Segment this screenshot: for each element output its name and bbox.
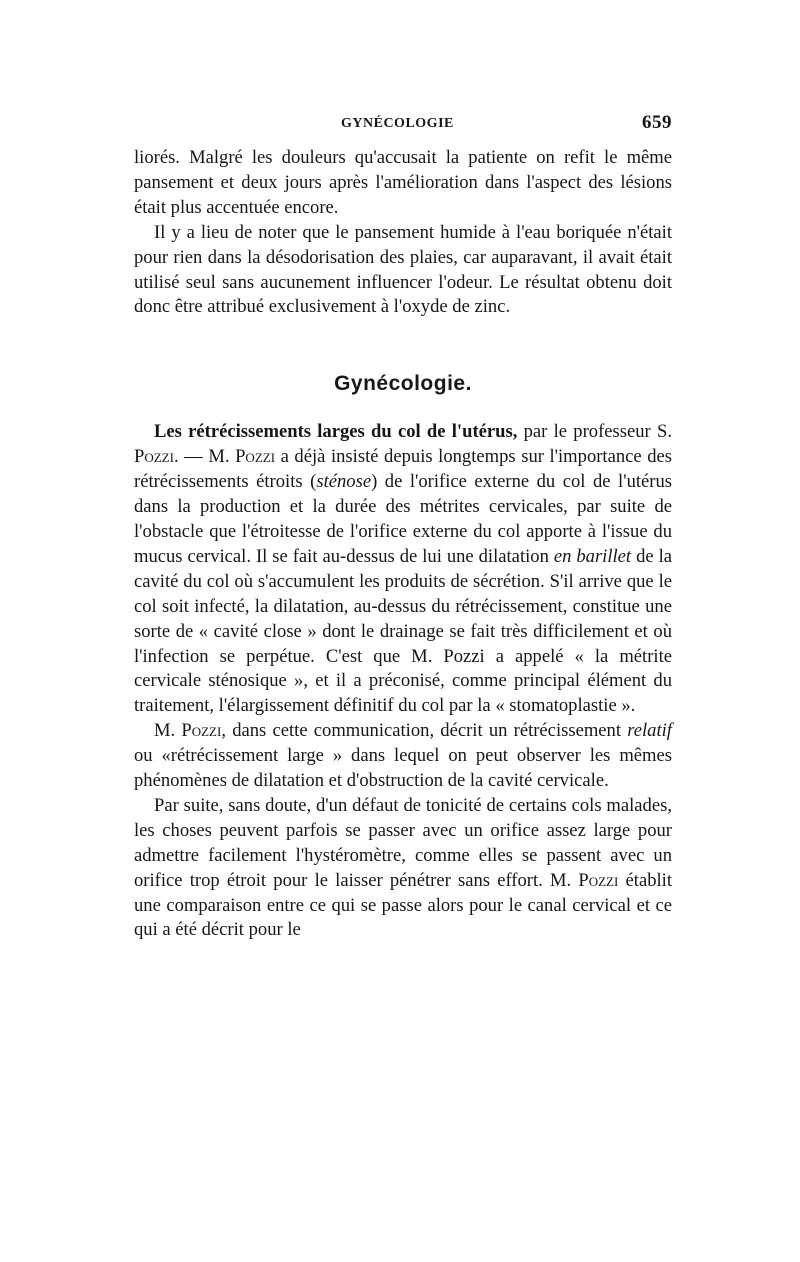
paragraph-continuation: liorés. Malgré les douleurs qu'accusait la patiente on refit le même pansement et deux jours après l'amélioration dans l'aspect des lésions était plus accentuée encore. xyxy=(134,147,672,218)
byline-text: par le professeur xyxy=(517,421,657,443)
article-title: Les rétrécissements larges du col de l'utérus, xyxy=(154,421,518,443)
body-text: de la cavité du col où s'accumulent les produits de sécrétion. S'il arrive que le col soit infecté, la dilatation, au-dessus du rétrécissement, constitue une sorte de « cavité close » dont le drainage se fait très difficilement et où l'infection se perpétue. C'est que M. Pozzi a appelé « la métrite cervicale sténosique », et il a préconisé, comme principal élément du traitement, l'élargissement définitif du col par la « stomatoplastie ». xyxy=(134,545,673,717)
body-text: M. xyxy=(154,720,182,742)
author-reference: Pozzi xyxy=(181,720,222,742)
italic-term: relatif xyxy=(627,720,672,742)
paragraph-pozzi-abstract xyxy=(134,420,672,719)
italic-term: en barillet xyxy=(553,545,632,567)
author-name: S. Pozzi xyxy=(134,421,672,468)
dash-text: . — M. xyxy=(173,446,236,468)
body-text: établit une comparaison entre ce qui se passe alors pour le canal cervical et ce qui a été décrit pour le xyxy=(134,869,672,941)
running-head xyxy=(134,112,672,146)
book-page xyxy=(134,112,672,943)
paragraph-relative-stenosis xyxy=(134,719,672,794)
body-text: , dans cette communication, décrit un rétrécissement xyxy=(221,720,628,742)
paragraph-zinc-oxide: Il y a lieu de noter que le pansement humide à l'eau boriquée n'était pour rien dans la désodorisation des plaies, car auparavant, il avait était utilisé seul sans aucunement influencer l'odeur. Le résultat obtenu doit donc être attribué exclusivement à l'oxyde de zinc. xyxy=(134,221,672,318)
body-text: ) de l'orifice externe du col de l'utérus dans la production et la durée des métrites cervicales, par suite de l'obstacle que l'étroitesse de l'orifice externe du col apporte à l'issue du mucus cervical. Il se fait au-dessus de lui une dilatation xyxy=(134,471,673,567)
paragraph-comparison xyxy=(134,794,672,943)
running-title: GYNÉCOLOGIE xyxy=(341,116,454,131)
author-reference: Pozzi xyxy=(235,446,276,468)
section-heading: Gynécologie. xyxy=(334,372,472,396)
italic-term: sténose xyxy=(316,471,372,493)
body-text: a déjà insisté depuis longtemps sur l'importance des rétrécissements étroits ( xyxy=(134,446,673,493)
body-text: ou «rétrécissement large » dans lequel on peut observer les mêmes phénomènes de dilatation et d'obstruction de la cavité cervicale. xyxy=(134,745,672,792)
author-reference: Pozzi xyxy=(578,869,619,891)
body-text: Par suite, sans doute, d'un défaut de tonicité de certains cols malades, les choses peuvent parfois se passer avec un orifice assez large pour admettre facilement l'hystéromètre, comme elles se passent avec un orifice trop étroit pour le laisser pénétrer sans effort. M. xyxy=(134,794,672,891)
page-number: 659 xyxy=(642,112,672,133)
